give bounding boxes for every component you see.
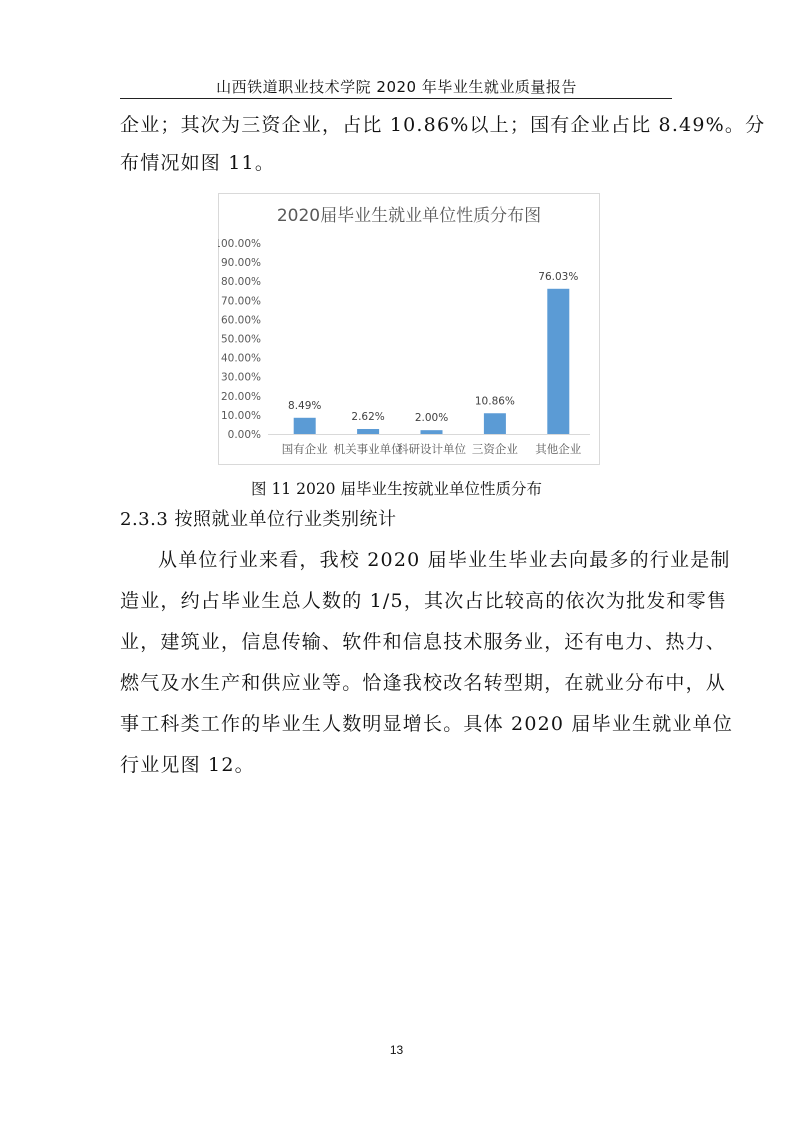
bar-data-label: 2.00% [414,412,449,425]
bar [357,429,379,434]
bar-chart [218,193,600,465]
bar-data-label: 10.86% [474,395,515,408]
bar [421,430,443,434]
y-tick-label: 30.00% [220,371,261,384]
bar-data-label: 2.62% [351,410,385,423]
chart-title: 2020届毕业生就业单位性质分布图 [276,206,542,226]
paragraph-1-line: 布情况如图 11。 [120,152,276,174]
paragraph-2-line: 事工科类工作的毕业生人数明显增长。具体 2020 届毕业生就业单位 [120,713,734,735]
y-tick-label: 70.00% [220,295,261,308]
y-tick-label: 40.00% [220,352,261,365]
bar [484,413,506,434]
bar-chart-svg [218,193,600,465]
chart-frame [219,194,600,465]
y-tick-label: 50.00% [220,333,261,346]
y-tick-label: 60.00% [220,314,261,327]
bar-data-label: 76.03% [538,270,579,283]
y-tick-label: 10.00% [220,409,261,422]
paragraph-1-line: 企业；其次为三资企业，占比 10.86%以上；国有企业占比 8.49%。分 [120,114,766,136]
bar-data-label: 8.49% [288,399,322,412]
y-tick-label: 20.00% [220,390,261,403]
x-category-label: 科研设计单位 [397,442,466,456]
y-tick-label: 0.00% [227,429,261,441]
bar [294,418,316,434]
paragraph-2-line: 造业，约占毕业生总人数的 1/5，其次占比较高的依次为批发和零售 [120,590,728,612]
paragraph-2-line: 从单位行业来看，我校 2020 届毕业生毕业去向最多的行业是制 [158,549,731,571]
figure-caption: 图 11 2020 届毕业生按就业单位性质分布 [251,480,542,498]
paragraph-2-line: 业，建筑业，信息传输、软件和信息技术服务业，还有电力、热力、 [120,631,727,653]
x-category-label: 三资企业 [471,442,518,456]
page-number: 13 [389,1043,404,1057]
x-category-label: 其他企业 [535,442,582,456]
paragraph-2-line: 行业见图 12。 [120,754,255,776]
header-divider [120,98,672,99]
y-tick-label: 90.00% [220,257,261,270]
x-category-label: 机关事业单位 [333,442,403,456]
section-heading: 2.3.3 按照就业单位行业类别统计 [120,509,397,530]
paragraph-2-line: 燃气及水生产和供应业等。恰逢我校改名转型期，在就业分布中，从 [120,672,727,694]
y-tick-label: 100.00% [218,238,261,250]
y-tick-label: 80.00% [220,276,261,289]
x-category-label: 国有企业 [281,442,328,456]
running-header: 山西铁道职业技术学院 2020 年毕业生就业质量报告 [216,78,577,96]
bar [547,289,569,434]
